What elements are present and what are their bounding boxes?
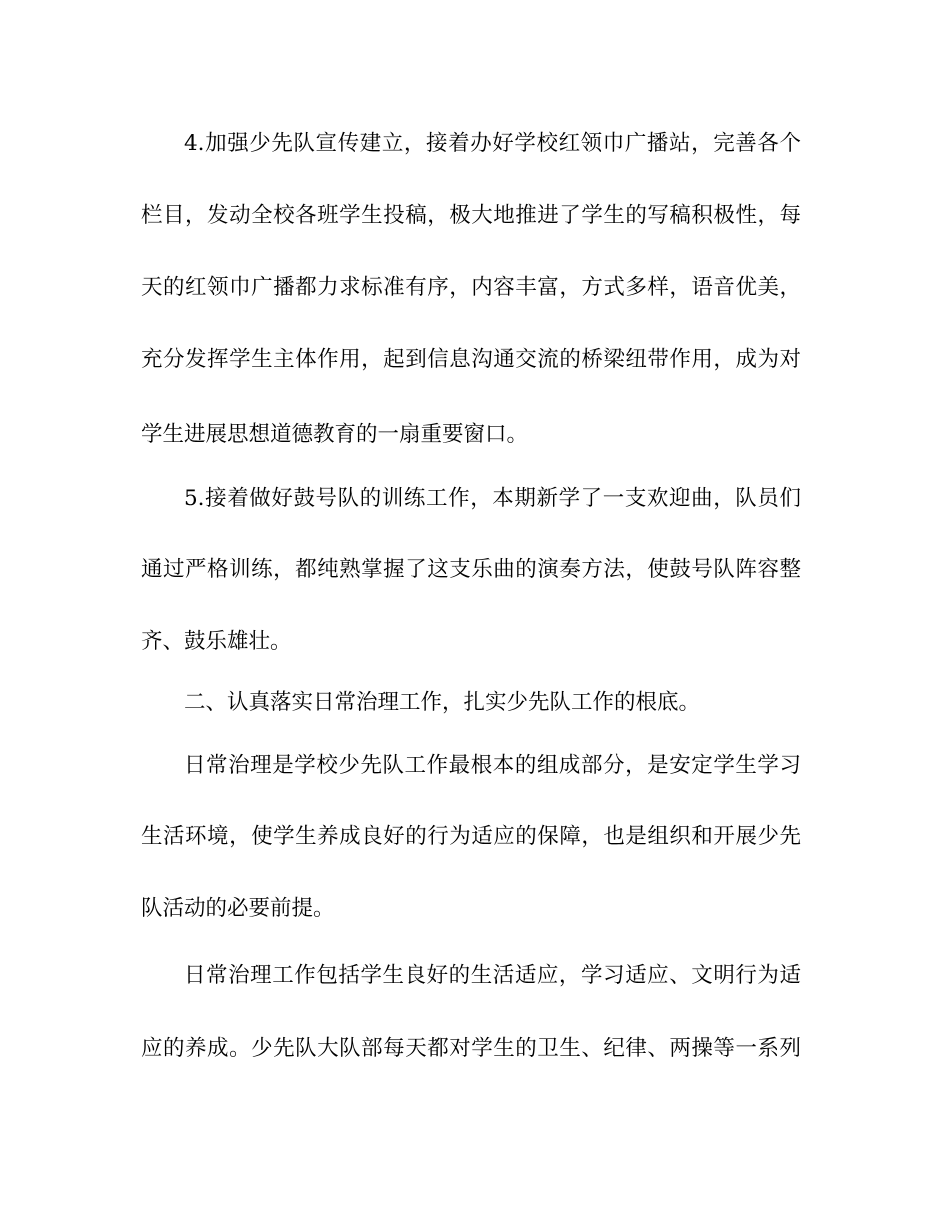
paragraph-2-line-1: 5.接着做好鼓号队的训练工作，本期新学了一支欢迎曲，队员们 [184,486,801,511]
paragraph-1-line-2: 栏目，发动全校各班学生投稿，极大地推进了学生的写稿积极性，每 [141,203,801,228]
paragraph-4-line-1: 日常治理是学校少先队工作最根本的组成部分，是安定学生学习 [184,753,801,778]
paragraph-2-line-2: 通过严格训练，都纯熟掌握了这支乐曲的演奏方法，使鼓号队阵容整 [141,557,801,582]
paragraph-1-line-4: 充分发挥学生主体作用，起到信息沟通交流的桥梁纽带作用，成为对 [141,347,801,372]
section-heading-2: 二、认真落实日常治理工作，扎实少先队工作的根底。 [184,690,701,715]
paragraph-5-line-1: 日常治理工作包括学生良好的生活适应，学习适应、文明行为适 [184,963,801,988]
paragraph-1-line-3: 天的红领巾广播都力求标准有序，内容丰富，方式多样，语音优美， [141,275,801,300]
paragraph-4-line-3: 队活动的必要前提。 [141,896,335,921]
paragraph-4-line-2: 生活环境，使学生养成良好的行为适应的保障，也是组织和开展少先 [141,824,801,849]
paragraph-5-line-2: 应的养成。少先队大队部每天都对学生的卫生、纪律、两操等一系列 [141,1036,801,1061]
paragraph-1-line-1: 4.加强少先队宣传建立，接着办好学校红领巾广播站，完善各个 [184,131,801,156]
paragraph-1-line-5: 学生进展思想道德教育的一扇重要窗口。 [141,422,529,447]
paragraph-2-line-3: 齐、鼓乐雄壮。 [141,629,292,654]
